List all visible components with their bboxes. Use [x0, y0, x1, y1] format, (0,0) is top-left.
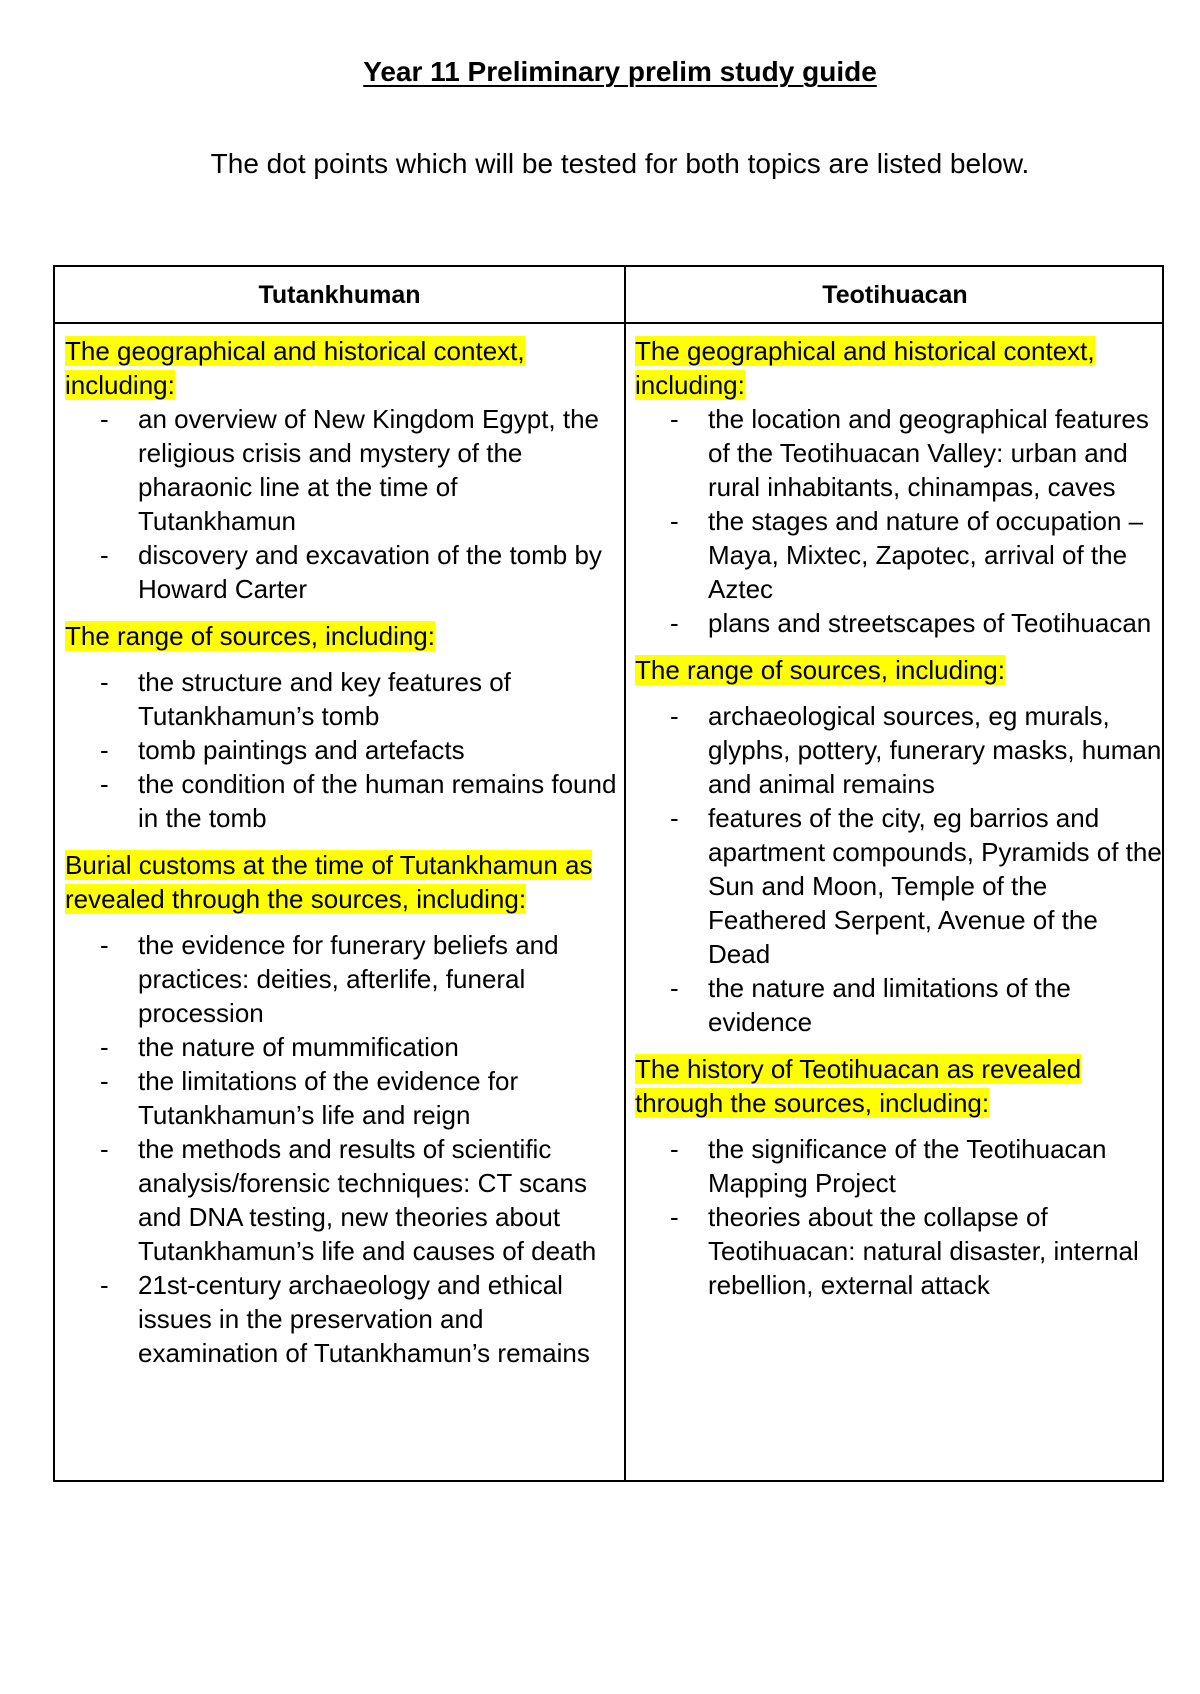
dash-bullet: -: [100, 1066, 109, 1096]
teotihuacan-column: [635, 334, 1165, 1315]
dot-point: - archaeological sources, eg murals, glyphs, pottery, funerary masks, human and animal remains: [670, 701, 1162, 799]
dash-bullet: -: [100, 667, 109, 697]
dot-point: - plans and streetscapes of Teotihuacan: [670, 608, 1152, 638]
section-heading: The history of Teotihuacan as revealed through the sources, including:: [635, 1054, 1082, 1118]
dash-bullet: -: [670, 506, 679, 536]
dot-point: - the evidence for funerary beliefs and practices: deities, afterlife, funeral procession: [100, 930, 559, 1028]
section-burial-customs: [65, 848, 620, 1370]
dot-point: - the condition of the human remains found in the tomb: [100, 769, 617, 833]
dash-bullet: -: [100, 540, 109, 570]
column-heading-teotihuacan: Teotihuacan: [822, 281, 968, 309]
dot-point: - features of the city, eg barrios and apartment compounds, Pyramids of the Sun and Moon, Temple of the Feathered Serpent, Avenue of the Dead: [670, 803, 1162, 969]
dot-point: - the structure and key features of Tutankhamun’s tomb: [100, 667, 511, 731]
section-sources: [635, 653, 1165, 1039]
dot-point: - discovery and excavation of the tomb by Howard Carter: [100, 540, 602, 604]
dash-bullet: -: [670, 608, 679, 638]
column-divider: [624, 267, 626, 1480]
dash-bullet: -: [100, 404, 109, 434]
header-divider: [55, 322, 1162, 324]
dot-point: - the significance of the Teotihuacan Mapping Project: [670, 1134, 1107, 1198]
section-history: [635, 1052, 1165, 1302]
document-title: Year 11 Preliminary prelim study guide: [363, 56, 877, 87]
section-context: [635, 334, 1165, 640]
dash-bullet: -: [100, 769, 109, 799]
dash-bullet: -: [670, 803, 679, 833]
dot-point: - 21st-century archaeology and ethical issues in the preservation and examination of Tutankhamun’s remains: [100, 1270, 590, 1368]
dash-bullet: -: [670, 1134, 679, 1164]
dash-bullet: -: [670, 701, 679, 731]
column-heading-tutankhuman: Tutankhuman: [258, 281, 421, 309]
section-heading: The geographical and historical context, including:: [65, 336, 525, 400]
dash-bullet: -: [670, 1202, 679, 1232]
dot-point: - an overview of New Kingdom Egypt, the religious crisis and mystery of the pharaonic line at the time of Tutankhamun: [100, 404, 600, 536]
section-sources: [65, 619, 620, 835]
section-heading: The range of sources, including:: [65, 621, 435, 651]
dash-bullet: -: [670, 973, 679, 1003]
section-heading: Burial customs at the time of Tutankhamun as revealed through the sources, including:: [65, 850, 593, 914]
dot-point: - the limitations of the evidence for Tutankhamun’s life and reign: [100, 1066, 519, 1130]
topics-table: [53, 265, 1164, 1482]
dot-point: - the nature and limitations of the evidence: [670, 973, 1071, 1037]
tutankhuman-column: [65, 334, 620, 1383]
dot-point: - theories about the collapse of Teotihuacan: natural disaster, internal rebellion, external attack: [670, 1202, 1139, 1300]
intro-text: The dot points which will be tested for both topics are listed below.: [210, 148, 1030, 179]
section-heading: The range of sources, including:: [635, 655, 1005, 685]
section-context: [65, 334, 620, 606]
dash-bullet: -: [100, 930, 109, 960]
dot-point: - the nature of mummification: [100, 1032, 459, 1062]
dot-point-list: [65, 928, 620, 1370]
dot-point-list: [65, 402, 620, 606]
dash-bullet: -: [100, 735, 109, 765]
dot-point: - the methods and results of scientific analysis/forensic techniques: CT scans and DNA testing, new theories about Tutankhamun’s life and causes of death: [100, 1134, 597, 1266]
dot-point-list: [635, 699, 1165, 1039]
dot-point: - the stages and nature of occupation – Maya, Mixtec, Zapotec, arrival of the Aztec: [670, 506, 1144, 604]
dash-bullet: -: [100, 1270, 109, 1300]
dash-bullet: -: [100, 1134, 109, 1164]
dash-bullet: -: [670, 404, 679, 434]
dash-bullet: -: [100, 1032, 109, 1062]
section-heading: The geographical and historical context, including:: [635, 336, 1095, 400]
dot-point: - tomb paintings and artefacts: [100, 735, 465, 765]
dot-point: - the location and geographical features of the Teotihuacan Valley: urban and rural inhabitants, chinampas, caves: [670, 404, 1149, 502]
dot-point-list: [65, 665, 620, 835]
dot-point-list: [635, 1132, 1165, 1302]
dot-point-list: [635, 402, 1165, 640]
